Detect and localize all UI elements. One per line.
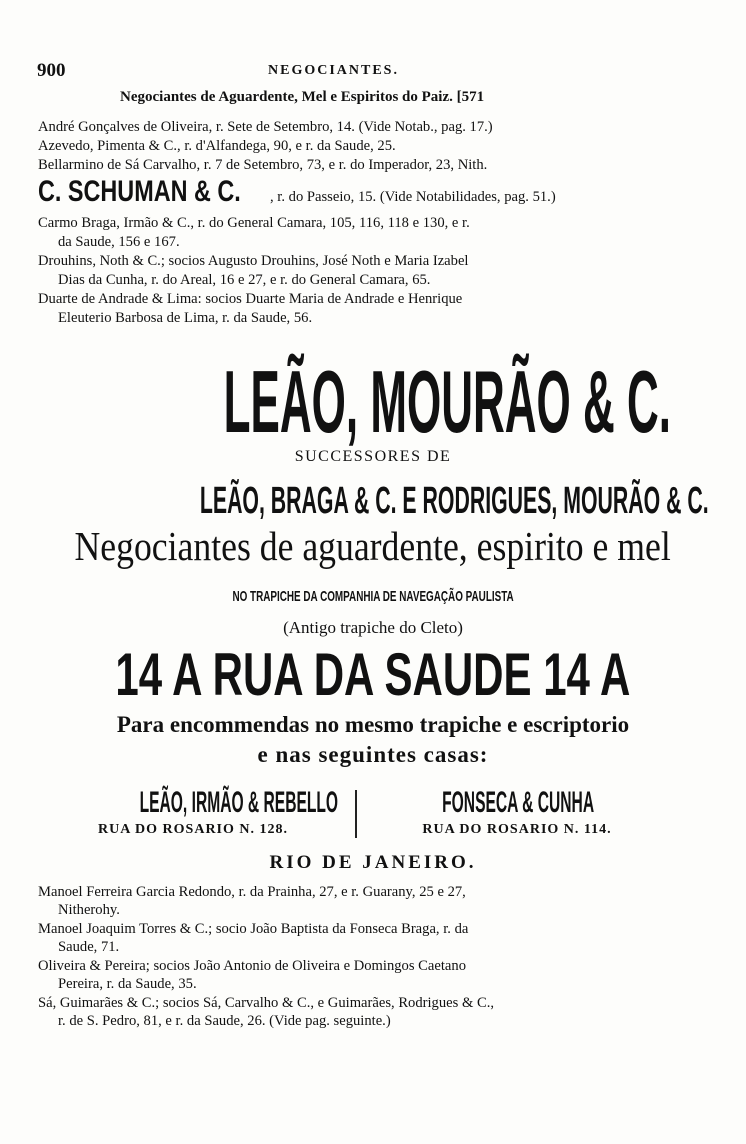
advert-trade: Negociantes de aguardente, espirito e mel (74, 523, 672, 569)
advert-successors-label: SUCCESSORES DE (294, 448, 452, 465)
store-left-address: RUA DO ROSARIO N. 128. (97, 822, 288, 837)
store-right-address: RUA DO ROSARIO N. 114. (422, 822, 612, 837)
store-right-name: FONSECA & CUNHA (442, 786, 595, 819)
schuman-name: C. SCHUMAN & C. (38, 175, 241, 208)
advert-former-name: (Antigo trapiche do Cleto) (283, 618, 463, 637)
section-title: Negociantes de Aguardente, Mel e Espiritos do Paiz. [571 (120, 89, 485, 105)
advert-firm-name: LEÃO, MOURÃO & C. (223, 352, 671, 451)
entries-bottom-block (38, 884, 688, 1032)
list-item: André Gonçalves de Oliveira, r. Sete de Setembro, 14. (Vide Notab., pag. 17.) (38, 119, 493, 135)
list-item: Sá, Guimarães & C.; socios Sá, Carvalho & C., e Guimarães, Rodrigues & C., r. de S. Pedro, 81, e r. da Saude, 26. (Vide pag. seguinte.) (38, 995, 494, 1029)
running-head: NEGOCIANTES. (268, 63, 399, 78)
list-item: Drouhins, Noth & C.; socios Augusto Drouhins, José Noth e Maria Izabel Dias da Cunha, r. do Areal, 16 e 27, e r. do General Camara, 65. (38, 253, 469, 288)
list-item: Manoel Ferreira Garcia Redondo, r. da Prainha, 27, e r. Guarany, 25 e 27, Nitherohy. (38, 884, 466, 918)
advert-orders-line-2: e nas seguintes casas: (257, 742, 489, 767)
store-left-name: LEÃO, IRMÃO & REBELLO (139, 786, 339, 819)
schuman-entry (38, 175, 688, 214)
advert-orders-line-1: Para encommendas no mesmo trapiche e escriptorio (116, 712, 630, 737)
advert-address: 14 A RUA DA SAUDE 14 A (115, 641, 631, 708)
list-item: Azevedo, Pimenta & C., r. d'Alfandega, 90, e r. da Saude, 25. (38, 138, 396, 154)
list-item: Carmo Braga, Irmão & C., r. do General Camara, 105, 116, 118 e 130, e r. da Saude, 156 e 167. (38, 215, 470, 250)
entries-top-block (38, 118, 688, 328)
list-item: Manoel Joaquim Torres & C.; socio João Baptista da Fonseca Braga, r. da Saude, 71. (38, 921, 469, 955)
schuman-details: , r. do Passeio, 15. (Vide Notabilidades, pag. 51.) (270, 189, 556, 205)
advert-predecessors: LEÃO, BRAGA & C. E RODRIGUES, MOURÃO & C. (199, 480, 709, 522)
page-number: 900 (37, 60, 66, 81)
list-item: Oliveira & Pereira; socios João Antonio de Oliveira e Domingos Caetano Pereira, r. da Saude, 35. (38, 958, 466, 992)
list-item: Duarte de Andrade & Lima: socios Duarte Maria de Andrade e Henrique Eleuterio Barbosa de Lima, r. da Saude, 56. (38, 291, 463, 326)
advert-city: RIO DE JANEIRO. (269, 852, 477, 873)
store-divider (355, 790, 357, 838)
list-item: Bellarmino de Sá Carvalho, r. 7 de Setembro, 73, e r. do Imperador, 23, Nith. (38, 157, 488, 173)
advert-location: NO TRAPICHE DA COMPANHIA DE NAVEGAÇÃO PAULISTA (232, 588, 514, 605)
